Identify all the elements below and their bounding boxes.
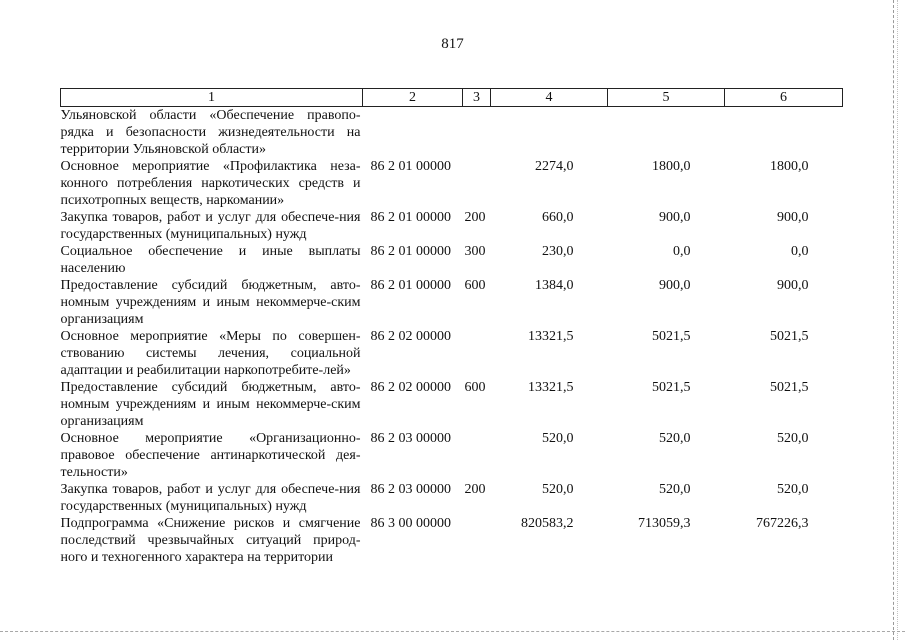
row-name: Основное мероприятие «Организационно-правовое обеспечение антинаркотической дея-тельности» bbox=[60, 431, 361, 480]
row-code bbox=[363, 107, 463, 159]
row-name: Закупка товаров, работ и услуг для обеспече-ния государственных (муниципальных) нужд bbox=[60, 482, 361, 514]
table-row bbox=[61, 328, 843, 379]
table-row bbox=[61, 515, 843, 566]
column-header-6: 6 bbox=[725, 89, 843, 107]
row-code: 86 2 03 00000 bbox=[370, 482, 451, 497]
table-row bbox=[61, 243, 843, 277]
row-value-6: 767226,3 bbox=[756, 516, 809, 531]
row-value-5: 520,0 bbox=[659, 431, 691, 446]
scan-edge-line bbox=[0, 631, 905, 633]
row-code: 86 2 03 00000 bbox=[370, 431, 451, 446]
row-value-5: 5021,5 bbox=[652, 329, 691, 344]
row-value-6: 520,0 bbox=[777, 482, 809, 497]
row-code: 86 3 00 00000 bbox=[370, 516, 451, 531]
row-expense-type bbox=[463, 107, 491, 159]
row-name: Подпрограмма «Снижение рисков и смягчение последствий чрезвычайных ситуаций природ-ного и техногенного характера на территории bbox=[60, 516, 361, 565]
row-value-6 bbox=[725, 107, 843, 159]
row-value-5 bbox=[608, 107, 725, 159]
column-header-3: 3 bbox=[463, 89, 491, 107]
column-header-2: 2 bbox=[363, 89, 463, 107]
row-expense-type bbox=[463, 328, 491, 379]
row-value-4: 520,0 bbox=[542, 482, 574, 497]
row-name: Основное мероприятие «Профилактика неза-конного потребления наркотических средств и психотропных веществ, наркомании» bbox=[60, 159, 361, 208]
row-value-5: 900,0 bbox=[659, 278, 691, 293]
row-code: 86 2 01 00000 bbox=[370, 159, 451, 174]
row-value-5: 0,0 bbox=[673, 244, 691, 259]
row-value-6: 900,0 bbox=[777, 210, 809, 225]
row-name: Предоставление субсидий бюджетным, авто-номным учреждениям и иным некоммерче-ским организациям bbox=[60, 380, 361, 429]
row-code: 86 2 02 00000 bbox=[370, 329, 451, 344]
row-code: 86 2 01 00000 bbox=[370, 210, 451, 225]
row-value-4: 820583,2 bbox=[521, 516, 574, 531]
scan-edge-line bbox=[893, 0, 895, 640]
row-value-4: 520,0 bbox=[542, 431, 574, 446]
table-row bbox=[61, 277, 843, 328]
table-row bbox=[61, 209, 843, 243]
row-expense-type bbox=[463, 515, 491, 566]
row-name: Предоставление субсидий бюджетным, авто-номным учреждениям и иным некоммерче-ским организациям bbox=[60, 278, 361, 327]
table-row bbox=[61, 158, 843, 209]
page-number: 817 bbox=[441, 36, 464, 52]
row-value-5: 713059,3 bbox=[638, 516, 691, 531]
budget-table bbox=[60, 88, 843, 566]
row-expense-type: 600 bbox=[464, 380, 486, 395]
row-name: Основное мероприятие «Меры по совершен-ствованию системы лечения, социальной адаптации и реабилитации наркопотребите-лей» bbox=[60, 329, 361, 378]
row-name: Закупка товаров, работ и услуг для обеспече-ния государственных (муниципальных) нужд bbox=[60, 210, 361, 242]
scan-edge-line bbox=[897, 0, 899, 640]
row-code: 86 2 01 00000 bbox=[370, 244, 451, 259]
row-expense-type bbox=[463, 430, 491, 481]
row-value-4: 13321,5 bbox=[528, 329, 574, 344]
table-row bbox=[61, 379, 843, 430]
table-row bbox=[61, 107, 843, 159]
row-value-6: 5021,5 bbox=[770, 329, 809, 344]
row-expense-type: 300 bbox=[464, 244, 486, 259]
row-expense-type: 600 bbox=[464, 278, 486, 293]
row-value-4: 13321,5 bbox=[528, 380, 574, 395]
row-value-6: 900,0 bbox=[777, 278, 809, 293]
row-name: Ульяновской области «Обеспечение правопо-рядка и безопасности жизнедеятельности на территории Ульяновской области» bbox=[60, 108, 361, 157]
row-value-6: 0,0 bbox=[791, 244, 809, 259]
row-value-5: 520,0 bbox=[659, 482, 691, 497]
row-code: 86 2 01 00000 bbox=[370, 278, 451, 293]
column-header-4: 4 bbox=[491, 89, 608, 107]
row-expense-type: 200 bbox=[464, 482, 486, 497]
row-value-4: 660,0 bbox=[542, 210, 574, 225]
row-value-6: 5021,5 bbox=[770, 380, 809, 395]
row-value-4 bbox=[491, 107, 608, 159]
table-row bbox=[61, 430, 843, 481]
header-row bbox=[61, 89, 843, 107]
row-code: 86 2 02 00000 bbox=[370, 380, 451, 395]
row-value-5: 5021,5 bbox=[652, 380, 691, 395]
row-expense-type bbox=[463, 158, 491, 209]
row-value-5: 1800,0 bbox=[652, 159, 691, 174]
row-value-4: 2274,0 bbox=[535, 159, 574, 174]
row-name: Социальное обеспечение и иные выплаты населению bbox=[60, 244, 361, 276]
row-expense-type: 200 bbox=[464, 210, 486, 225]
column-header-5: 5 bbox=[608, 89, 725, 107]
row-value-4: 230,0 bbox=[542, 244, 574, 259]
row-value-6: 1800,0 bbox=[770, 159, 809, 174]
row-value-4: 1384,0 bbox=[535, 278, 574, 293]
table-row bbox=[61, 481, 843, 515]
table-header bbox=[61, 89, 843, 107]
row-value-5: 900,0 bbox=[659, 210, 691, 225]
column-header-1: 1 bbox=[61, 89, 363, 107]
table-body bbox=[61, 107, 843, 567]
row-value-6: 520,0 bbox=[777, 431, 809, 446]
